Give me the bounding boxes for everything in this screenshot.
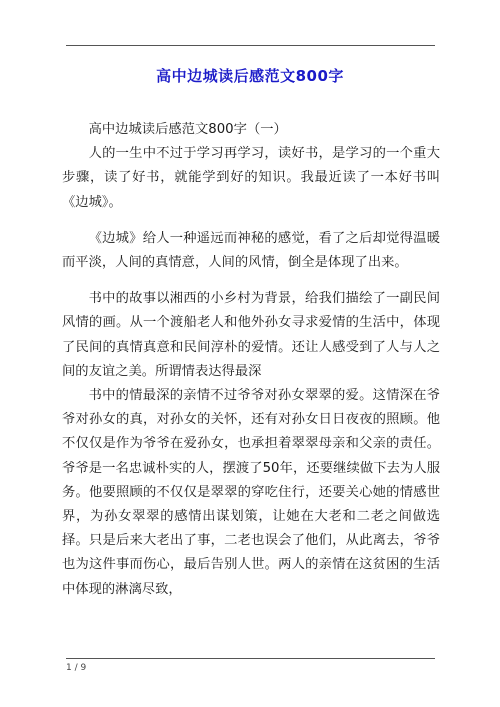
- paragraph-4: 书中的情最深的亲情不过爷爷对孙女翠翠的爱。这情深在爷爷对孙女的真，对孙女的关怀，还有对孙女日日夜夜的照顾。他不仅仅是作为爷爷在爱孙女，也承担着翠翠母亲和父亲的责任。爷爷是一名忠诚朴实的人，摆渡了50年，还要继续做下去为人服务。他要照顾的不仅仅是翠翠的穿吃住行，还要关心她的情感世界，为孙女翠翠的感情出谋划策，让她在大老和二老之间做选择。只是后来大老出了事，二老也误会了他们，从此离去，爷爷也为这件事而伤心，最后告别人世。两人的亲情在这贫困的生活中体现的淋漓尽致，: [62, 388, 440, 597]
- paragraph-1: 人的一生中不过于学习再学习，读好书，是学习的一个重大步骤，读了好书，就能学到好的知识。我最近读了一本好书叫《边城》。: [62, 146, 440, 210]
- page-number: 1 / 9: [66, 663, 87, 673]
- paragraph-3: 书中的故事以湘西的小乡村为背景，给我们描绘了一副民间风情的画。从一个渡船老人和他外孙女寻求爱情的生活中，体现了民间的真情真意和民间淳朴的爱情。还让人感受到了人与人之间的友谊之美。所谓情表达得最深: [62, 291, 440, 379]
- header-rule: [66, 45, 435, 46]
- section-subtitle: 高中边城读后感范文800字（一）: [88, 122, 287, 137]
- document-title: 高中边城读后感范文800字: [156, 67, 344, 85]
- document-body: [62, 118, 440, 602]
- paragraph-2: 《边城》给人一种遥远而神秘的感觉，看了之后却觉得温暖而平淡，人间的真情意，人间的风情，倒全是体现了出来。: [62, 230, 440, 271]
- footer-rule: [66, 658, 435, 659]
